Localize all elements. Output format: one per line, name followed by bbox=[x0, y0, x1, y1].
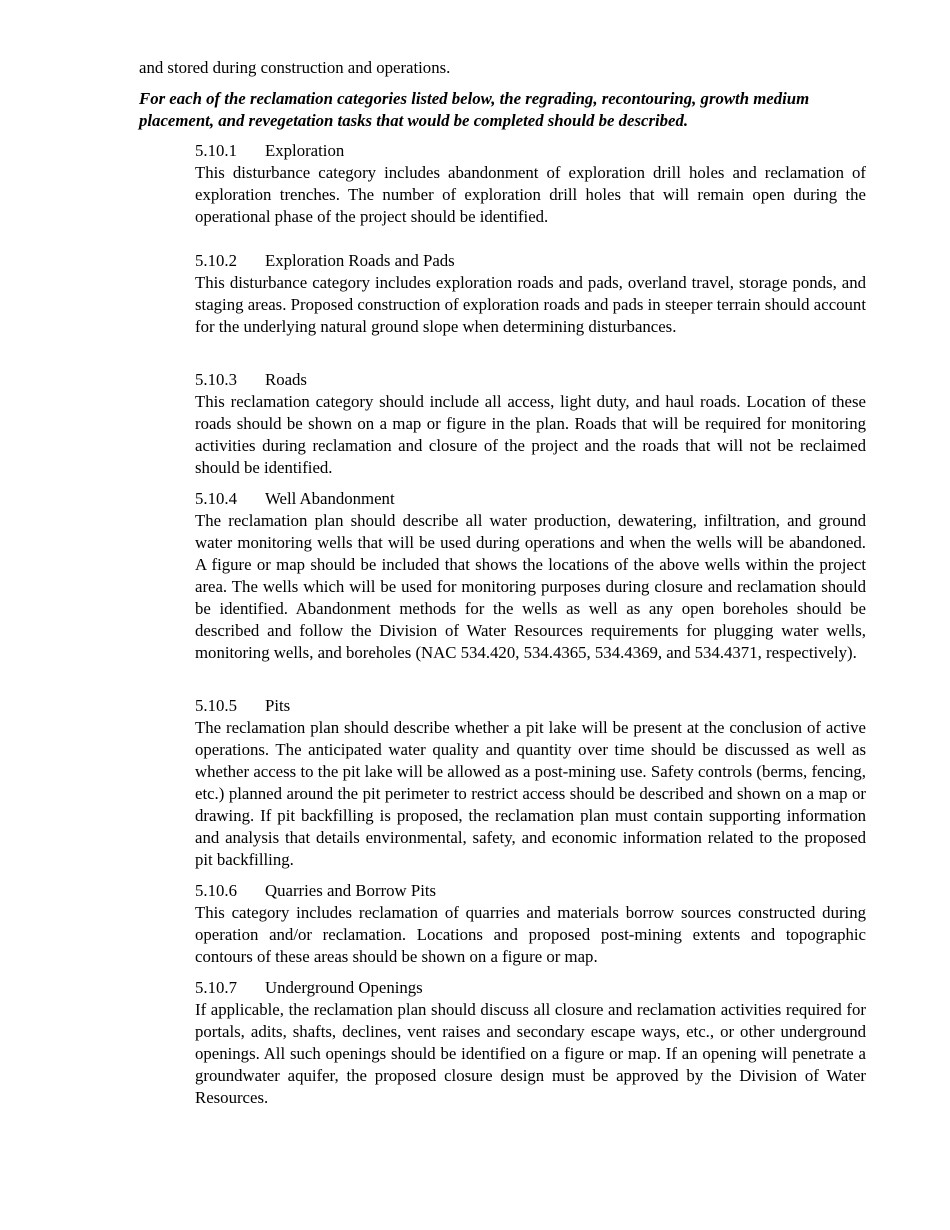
section-quarries-and-borrow-pits bbox=[195, 880, 866, 968]
section-number: 5.10.3 bbox=[195, 370, 237, 389]
section-title: Underground Openings bbox=[265, 978, 423, 997]
section-body: If applicable, the reclamation plan should discuss all closure and reclamation activities required for portals, adits, shafts, declines, vent raises and secondary escape ways, etc., or other underground openings. All such openings should be identified on a figure or map. If an opening will penetrate a groundwater aquifer, the proposed closure design must be approved by the Division of Water Resources. bbox=[195, 1000, 866, 1107]
section-body: The reclamation plan should describe all water production, dewatering, infiltration, and ground water monitoring wells that will be used during operations and when the wells will be abandoned. A figure or map should be included that shows the locations of the above wells within the project area. The wells which will be used for monitoring purposes during closure and reclamation should be identified. Abandonment methods for the wells as well as any open boreholes should be described and follow the Division of Water Resources requirements for plugging water wells, monitoring wells, and boreholes (NAC 534.420, 534.4365, 534.4369, and 534.4371, respectively). bbox=[195, 511, 866, 662]
section-heading bbox=[195, 977, 866, 999]
section-title: Quarries and Borrow Pits bbox=[265, 881, 437, 900]
section-body: This disturbance category includes exploration roads and pads, overland travel, storage ponds, and staging areas. Proposed construction of exploration roads and pads in steeper terrain should account for the underlying natural ground slope when determining disturbances. bbox=[195, 273, 866, 336]
section-heading bbox=[195, 695, 866, 717]
section-title: Exploration Roads and Pads bbox=[265, 251, 455, 270]
intro-continuation-text: and stored during construction and operations. bbox=[139, 58, 451, 77]
section-body: This reclamation category should include all access, light duty, and haul roads. Location of these roads should be shown on a map or figure in the plan. Roads that will be required for monitoring activities during reclamation and closure of the project and the roads that will not be reclaimed should be identified. bbox=[195, 392, 866, 477]
section-exploration bbox=[195, 140, 866, 228]
section-title: Exploration bbox=[265, 141, 345, 160]
section-heading bbox=[195, 369, 866, 391]
section-number: 5.10.2 bbox=[195, 251, 237, 270]
section-roads bbox=[195, 369, 866, 479]
section-title: Well Abandonment bbox=[265, 489, 395, 508]
section-heading bbox=[195, 880, 866, 902]
section-heading bbox=[195, 488, 866, 510]
section-well-abandonment bbox=[195, 488, 866, 664]
section-number: 5.10.5 bbox=[195, 696, 237, 715]
section-number: 5.10.1 bbox=[195, 141, 237, 160]
section-heading bbox=[195, 140, 866, 162]
section-number: 5.10.4 bbox=[195, 489, 237, 508]
section-heading bbox=[195, 250, 866, 272]
section-underground-openings bbox=[195, 977, 866, 1109]
section-body: This disturbance category includes abandonment of exploration drill holes and reclamation of exploration trenches. The number of exploration drill holes that will remain open during the operational phase of the project should be identified. bbox=[195, 163, 866, 226]
instruction-text: For each of the reclamation categories listed below, the regrading, recontouring, growth medium placement, and revegetation tasks that would be completed should be described. bbox=[139, 89, 810, 130]
section-body: The reclamation plan should describe whether a pit lake will be present at the conclusion of active operations. The anticipated water quality and quantity over time should be discussed as well as whether access to the pit lake will be allowed as a post-mining use. Safety controls (berms, fencing, etc.) planned around the pit perimeter to restrict access should be described and shown on a map or drawing. If pit backfilling is proposed, the reclamation plan must contain supporting information and analysis that details environmental, safety, and economic information related to the proposed pit backfilling. bbox=[195, 718, 866, 869]
section-exploration-roads-and-pads bbox=[195, 250, 866, 338]
section-number: 5.10.7 bbox=[195, 978, 237, 997]
section-title: Roads bbox=[265, 370, 307, 389]
section-pits bbox=[195, 695, 866, 871]
section-title: Pits bbox=[265, 696, 291, 715]
section-body: This category includes reclamation of quarries and materials borrow sources constructed during operation and/or reclamation. Locations and proposed post-mining extents and topographic contours of these areas should be shown on a figure or map. bbox=[195, 903, 866, 966]
section-number: 5.10.6 bbox=[195, 881, 237, 900]
